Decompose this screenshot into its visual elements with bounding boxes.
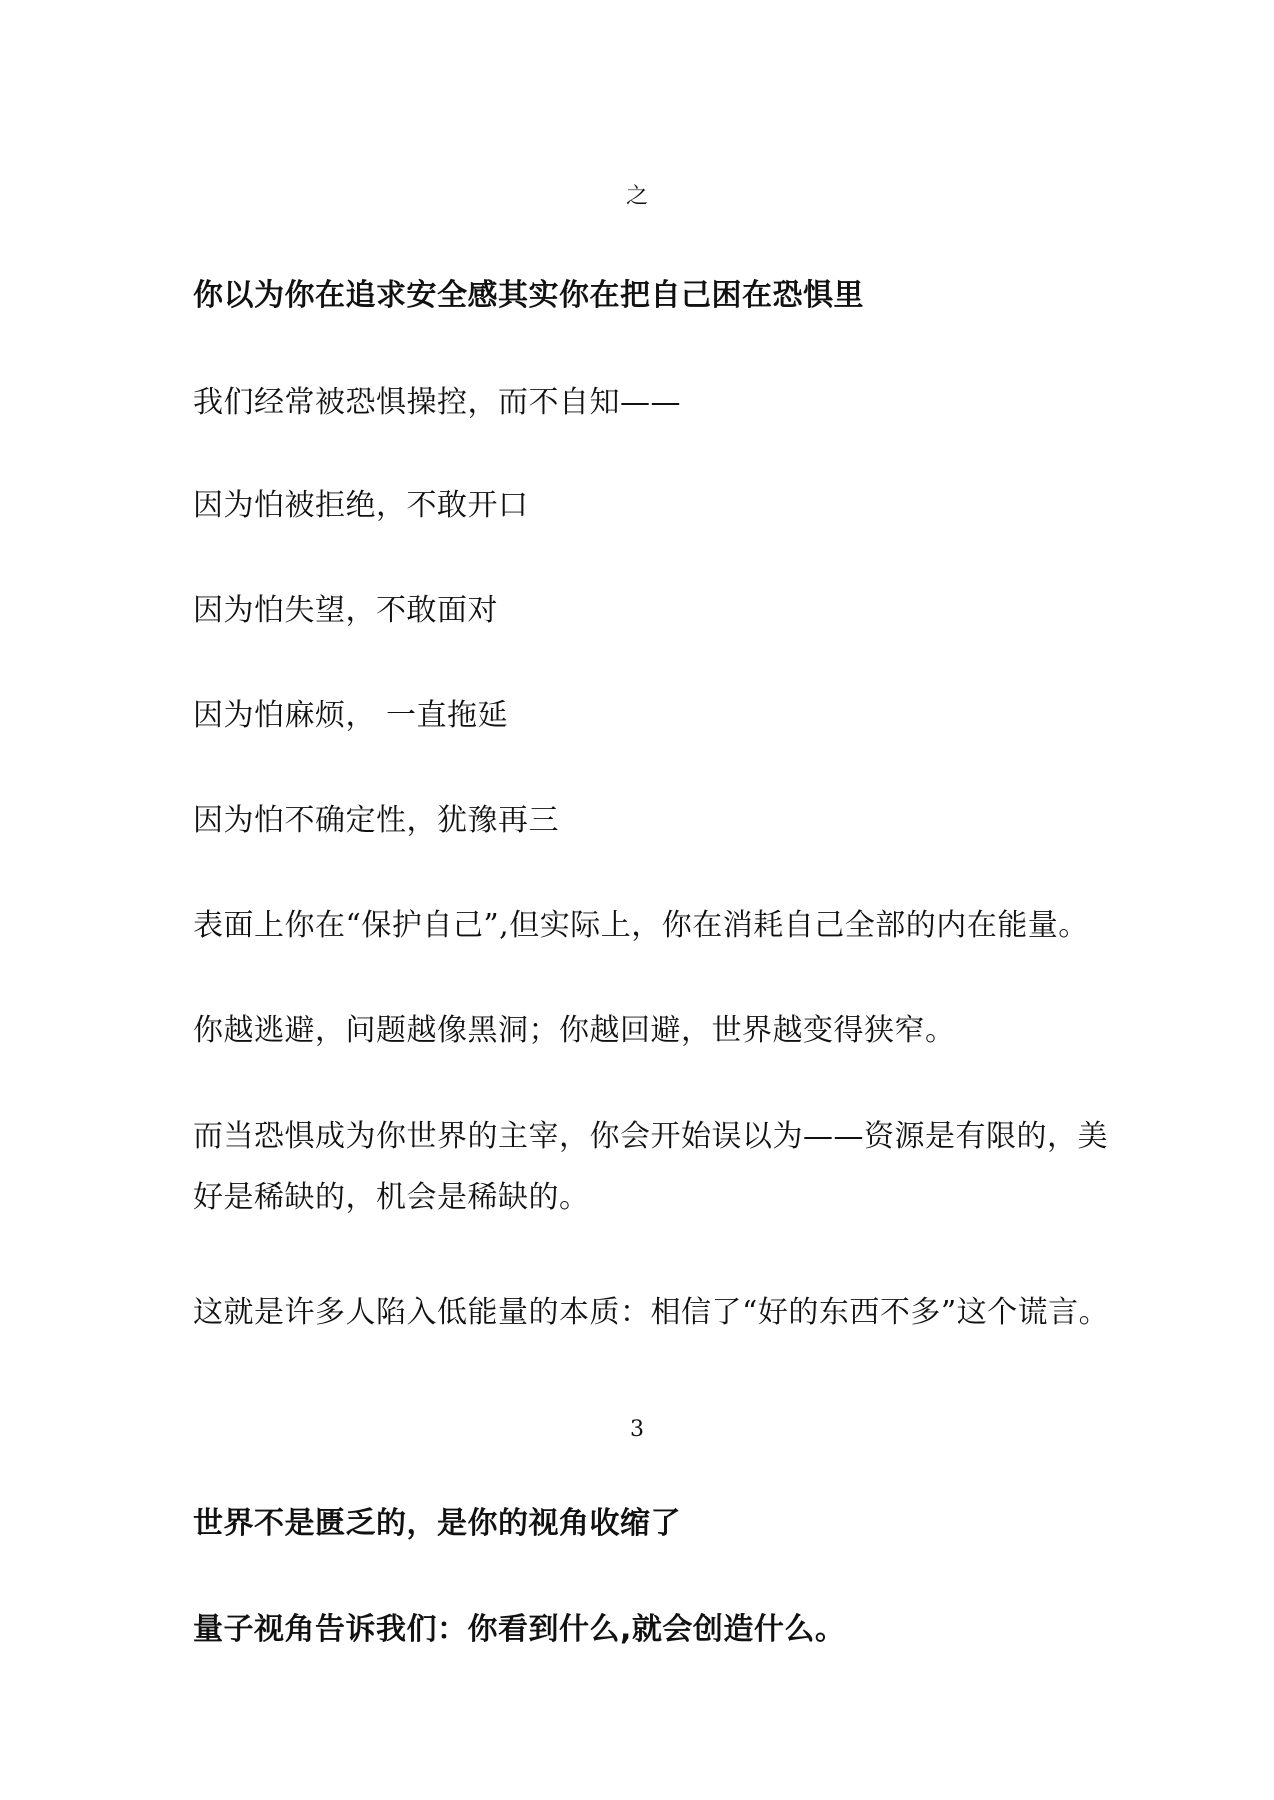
paragraph-line: 因为怕失望，不敢面对 xyxy=(193,593,498,628)
section-marker-top: 之 xyxy=(625,184,648,209)
paragraph-line: 好是稀缺的，机会是稀缺的。 xyxy=(193,1180,590,1215)
paragraph-line: 而当恐惧成为你世界的主宰，你会开始误以为——资源是有限的，美 xyxy=(193,1119,1108,1154)
paragraph-line: 表面上你在“保护自己”,但实际上，你在消耗自己全部的内在能量。 xyxy=(193,908,1089,943)
paragraph-line: 这就是许多人陷入低能量的本质：相信了“好的东西不多”这个谎言。 xyxy=(193,1295,1110,1330)
paragraph-line: 我们经常被恐惧操控，而不自知—— xyxy=(193,385,681,420)
paragraph-line: 因为怕被拒绝，不敢开口 xyxy=(193,488,529,523)
paragraph-line: 你越逃避，问题越像黑洞；你越回避，世界越变得狭窄。 xyxy=(193,1013,956,1048)
section-number: 3 xyxy=(630,1417,644,1442)
paragraph-line: 因为怕不确定性，犹豫再三 xyxy=(193,803,559,838)
section-heading: 世界不是匮乏的，是你的视角收缩了 xyxy=(193,1506,681,1541)
section-heading: 你以为你在追求安全感其实你在把自己困在恐惧里 xyxy=(193,278,864,313)
section-heading: 量子视角告诉我们：你看到什么,就会创造什么。 xyxy=(193,1612,846,1647)
paragraph-line: 因为怕麻烦， 一直拖延 xyxy=(193,698,509,733)
